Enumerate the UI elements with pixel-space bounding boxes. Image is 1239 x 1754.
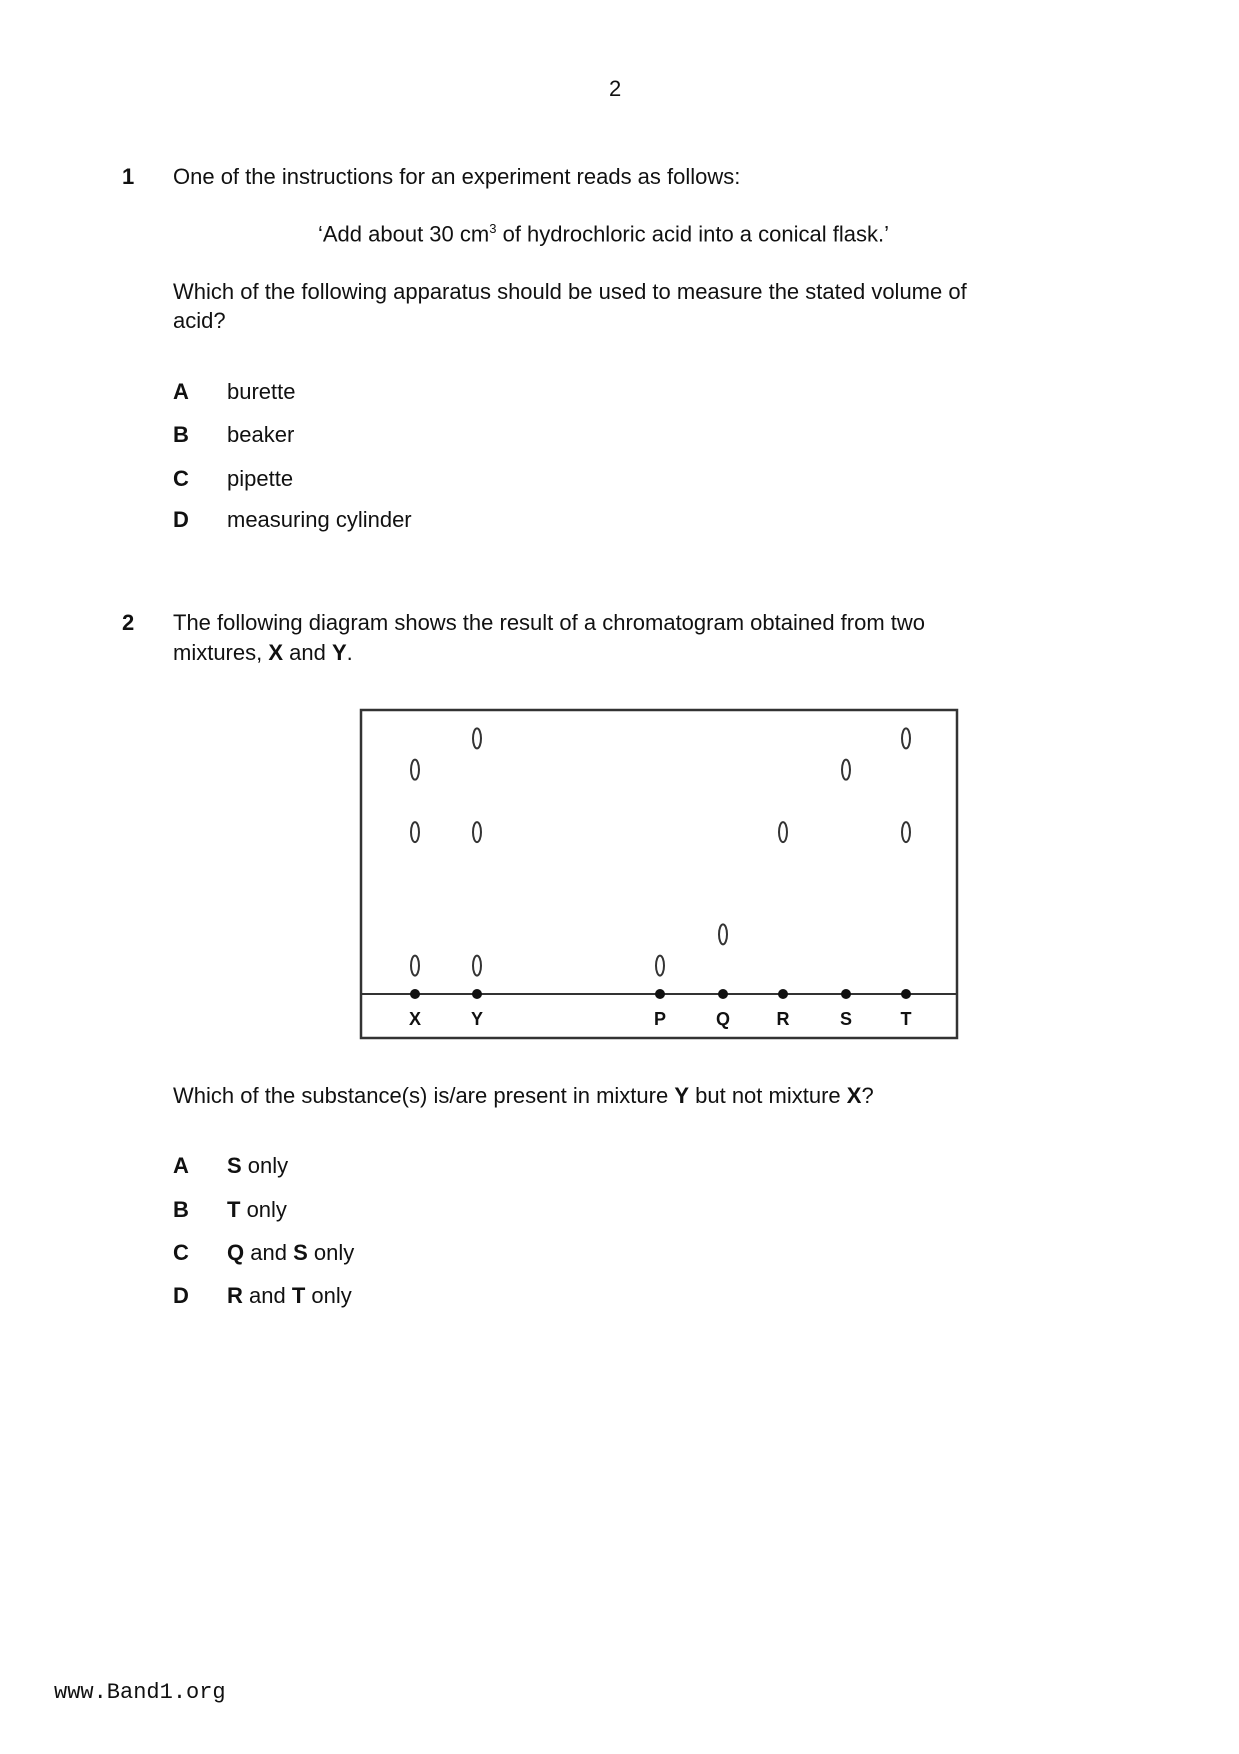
spot	[842, 760, 850, 780]
lane-label: P	[653, 1009, 667, 1029]
spot	[411, 956, 419, 976]
option-text: measuring cylinder	[227, 507, 412, 532]
text: and	[283, 640, 332, 665]
origin-dot	[718, 989, 728, 999]
lane-r	[777, 822, 790, 1029]
question-1-stem-line2: acid?	[173, 308, 226, 333]
text: only	[305, 1283, 352, 1308]
spot	[779, 822, 787, 842]
text: only	[241, 1153, 289, 1178]
page-number: 2	[609, 76, 622, 101]
lane-label: R	[776, 1009, 790, 1029]
spot	[902, 728, 910, 748]
lane-t	[901, 728, 912, 1029]
text: only	[240, 1197, 287, 1222]
option-letter: A	[173, 379, 189, 404]
lane-p	[654, 956, 666, 1029]
option-letter: C	[173, 1240, 189, 1265]
origin-dot	[472, 989, 482, 999]
option-letter: D	[173, 507, 189, 532]
substance: S	[227, 1153, 242, 1178]
spot	[473, 728, 481, 748]
substance: Q	[227, 1240, 245, 1265]
mixture-y: Y	[331, 640, 347, 665]
lane-y	[471, 728, 483, 1029]
origin-dot	[901, 989, 911, 999]
question-1-stem-line1: Which of the following apparatus should be used to measure the stated volume of	[173, 279, 967, 304]
substance: S	[293, 1240, 308, 1265]
spot	[473, 822, 481, 842]
question-2-number: 2	[122, 610, 135, 635]
spot	[411, 822, 419, 842]
question-2-intro-line2	[173, 642, 353, 664]
option-letter: B	[173, 422, 189, 447]
option-text: burette	[227, 379, 296, 404]
option-text: beaker	[227, 422, 295, 447]
spot	[473, 956, 481, 976]
origin-dot	[410, 989, 420, 999]
origin-dot	[655, 989, 665, 999]
mixture-y: Y	[674, 1083, 690, 1108]
text: .	[346, 640, 353, 665]
spot	[656, 956, 664, 976]
option-letter: A	[173, 1153, 189, 1178]
lane-label: T	[900, 1009, 912, 1029]
option-text	[227, 1199, 287, 1221]
quote-pre: ‘Add about 30 cm	[318, 221, 490, 247]
lane-x	[409, 760, 421, 1029]
lane-s	[840, 760, 852, 1029]
spot	[719, 924, 727, 944]
question-2-stem	[173, 1085, 874, 1107]
chromatogram-diagram	[355, 704, 965, 1044]
option-letter: B	[173, 1197, 189, 1222]
lane-q	[716, 924, 730, 1029]
lane-label: S	[839, 1009, 853, 1029]
spot	[411, 760, 419, 780]
option-text	[227, 1285, 352, 1307]
question-1-quote	[318, 222, 889, 245]
lane-label: Q	[715, 1009, 731, 1029]
quote-post: of hydrochloric acid into a conical flask.’	[496, 221, 889, 247]
text: only	[307, 1240, 355, 1265]
text: and	[244, 1240, 294, 1265]
quote-sup: 3	[489, 221, 497, 236]
spot	[902, 822, 910, 842]
question-1-intro: One of the instructions for an experiment reads as follows:	[173, 164, 741, 189]
option-text	[227, 1155, 288, 1177]
option-letter: C	[173, 466, 189, 491]
substance: R	[227, 1283, 243, 1308]
text: but not mixture	[689, 1083, 847, 1108]
option-text: pipette	[227, 466, 294, 491]
lane-label: X	[408, 1009, 422, 1029]
option-text	[227, 1242, 354, 1264]
substance: T	[227, 1197, 241, 1222]
origin-dot	[841, 989, 851, 999]
substance: T	[291, 1283, 306, 1308]
text: Which of the substance(s) is/are present in mixture	[173, 1083, 675, 1108]
text: ?	[861, 1083, 874, 1108]
question-2-intro-line1: The following diagram shows the result of a chromatogram obtained from two	[173, 610, 926, 635]
mixture-x: X	[268, 640, 284, 665]
question-1-number: 1	[122, 164, 135, 189]
lane-label: Y	[470, 1009, 484, 1029]
option-letter: D	[173, 1283, 189, 1308]
text: and	[242, 1283, 292, 1308]
text: mixtures,	[173, 640, 269, 665]
footer-url: www.Band1.org	[54, 1680, 226, 1705]
origin-dot	[778, 989, 788, 999]
chromatogram-frame	[361, 710, 957, 1038]
mixture-x: X	[846, 1083, 862, 1108]
